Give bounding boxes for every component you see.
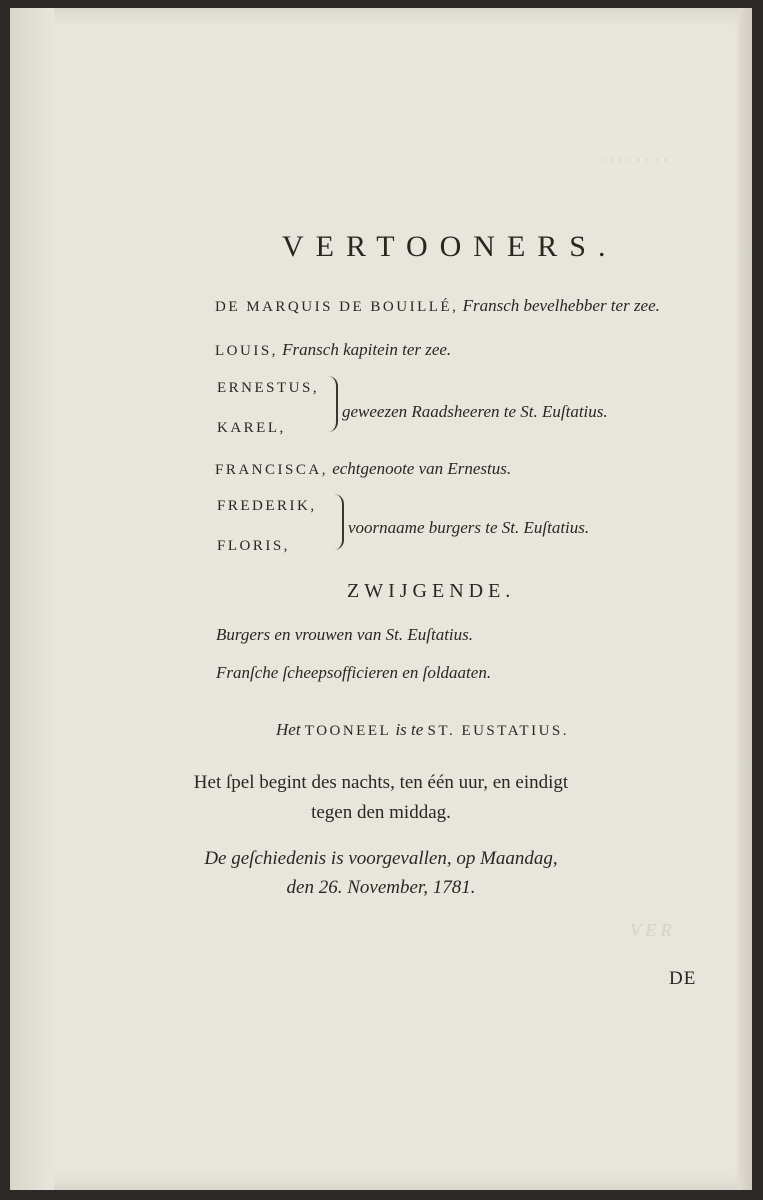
time-note-line: Het ſpel begint des nachts, ten één uur, en eindigt [193,772,569,793]
group-role: voornaame burgers te St. Euſtatius. [348,518,590,537]
character-line-bouille [215,296,660,316]
character-name: LOUIS, [215,343,278,359]
character-name-karel: KAREL, [217,420,286,436]
character-line-francisca [215,459,511,479]
book-page [10,8,752,1190]
catchword: DE [669,968,697,989]
group-role: geweezen Raadsheeren te St. Euſtatius. [342,402,608,421]
page-edge [738,8,752,1190]
page-gutter [10,8,54,1190]
show-through-text: V E R [630,920,672,940]
mute-characters-heading: ZWIJGENDE. [347,580,516,602]
setting-line: Het TOONEEL is te ST. EUSTATIUS. [276,720,569,739]
mute-characters-line: Franſche ſcheepsofficieren en ſoldaaten. [216,663,492,682]
character-name: FRANCISCA, [215,462,328,478]
page-title: VERTOONERS. [282,230,618,263]
time-note-line: tegen den middag. [311,802,451,823]
character-role: echtgenoote van Ernestus. [332,459,512,478]
character-name-floris: FLORIS, [217,538,290,554]
character-name-ernestus: ERNESTUS, [217,380,320,396]
grouping-brace [328,376,338,432]
history-note-line: den 26. November, 1781. [286,877,476,898]
character-name-frederik: FREDERIK, [217,498,317,514]
mute-characters-line: Burgers en vrouwen van St. Euſtatius. [216,625,474,644]
grouping-brace [334,494,344,550]
character-name: DE MARQUIS DE BOUILLÉ, [215,299,459,315]
character-role: Fransch kapitein ter zee. [282,340,452,359]
history-note-line: De geſchiedenis is voorgevallen, op Maandag, [204,848,558,869]
show-through-text: · · · · · · · · [600,150,668,170]
character-line-louis [215,340,451,360]
character-role: Fransch bevelhebber ter zee. [462,296,660,315]
